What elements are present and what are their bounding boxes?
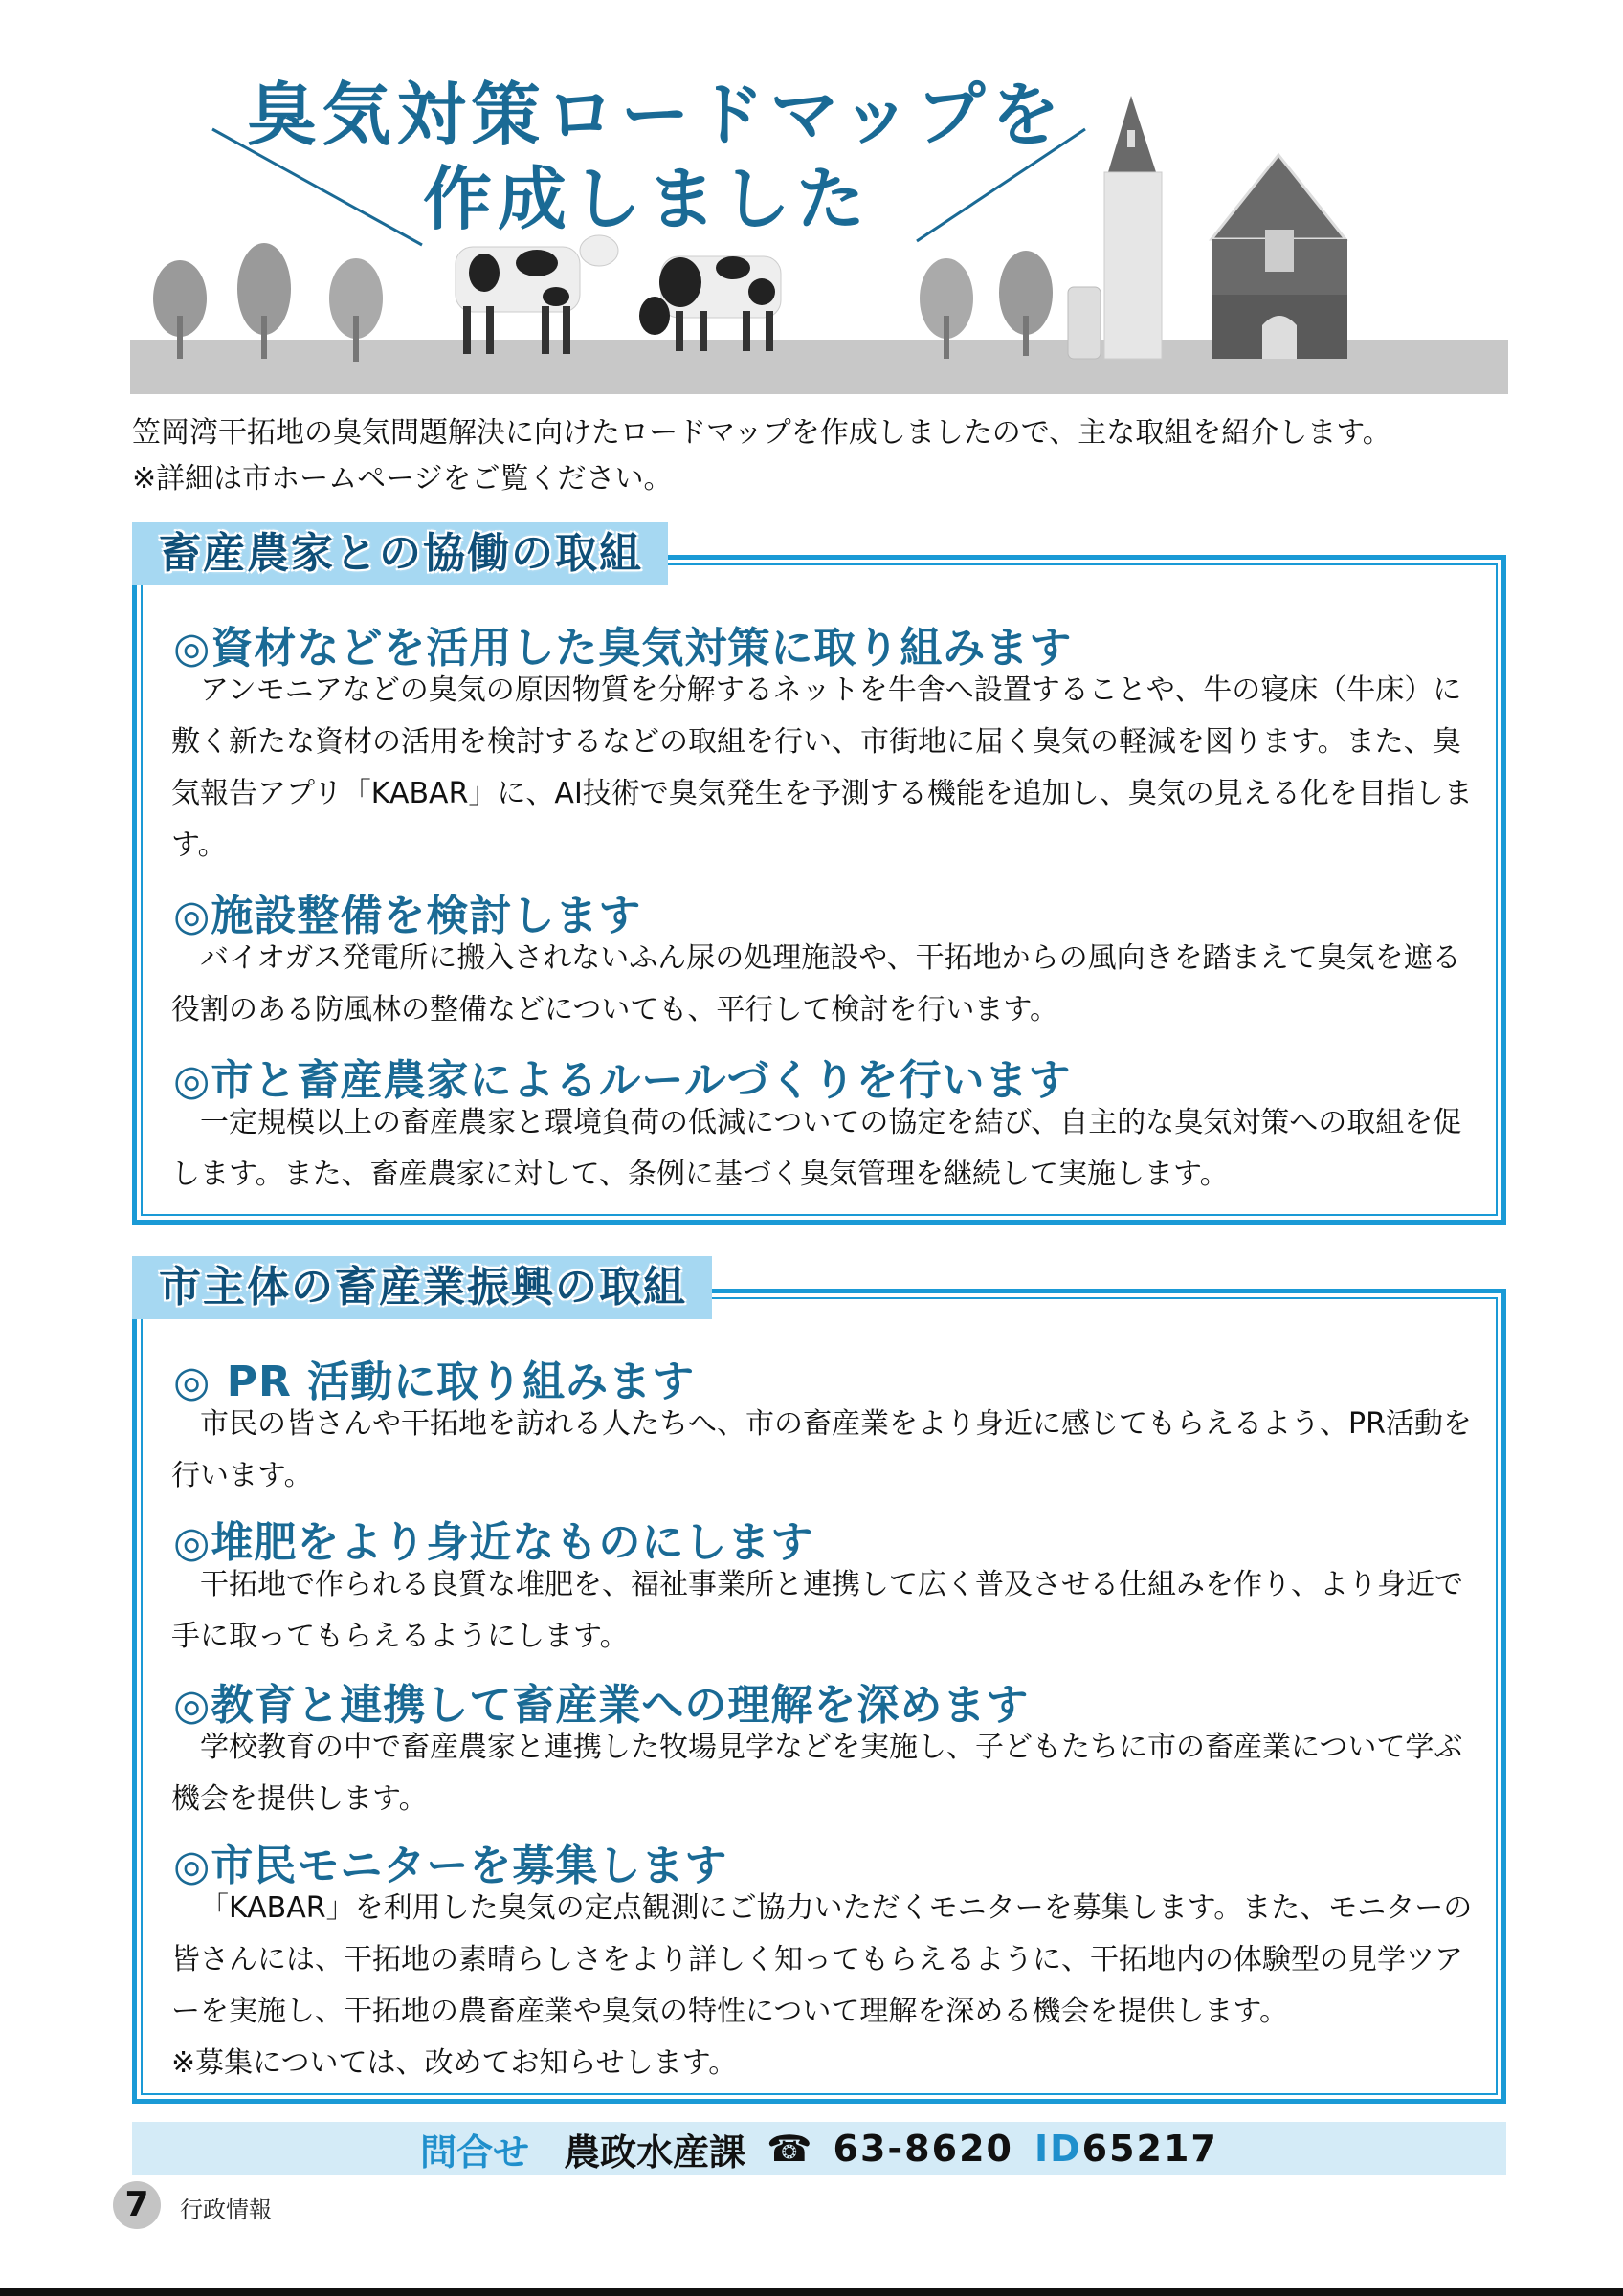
contact-label: 問合せ <box>420 2130 530 2174</box>
item-heading-education: ◎教育と連携して畜産業への理解を深めます <box>173 1681 1030 1730</box>
contact-id-number: 65217 <box>1081 2128 1218 2170</box>
section-collaboration <box>132 555 1506 1225</box>
item-note-monitors: ※募集については、改めてお知らせします。 <box>171 2046 738 2080</box>
contact-department: 農政水産課 <box>564 2130 746 2174</box>
item-body-education: 学校教育の中で畜産農家と連携した牧場見学などを実施し、子どもたちに市の畜産業について学ぶ機会を提供します。 <box>171 1731 1463 1816</box>
section-title-promotion: 市主体の畜産業振興の取組 <box>132 1256 712 1319</box>
hero-title-line-1: 臭気対策ロードマップを <box>247 75 1066 155</box>
contact-phone[interactable]: 63-8620 <box>833 2128 1013 2170</box>
item-body-pr: 市民の皆さんや干拓地を訪れる人たちへ、市の畜産業をより身近に感じてもらえるよう、PR活動を行います。 <box>171 1407 1472 1492</box>
item-body-rules: 一定規模以上の畜産農家と環境負荷の低減についての協定を結び、自主的な臭気対策への取組を促します。また、畜産農家に対して、条例に基づく臭気管理を継続して実施します。 <box>171 1106 1462 1191</box>
hero-title-line-2: 作成しました <box>422 159 871 239</box>
item-body-monitors: 「KABAR」を利用した臭気の定点観測にご協力いただくモニターを募集します。また、モニターの皆さんには、干拓地の素晴らしさをより詳しく知ってもらえるように、干拓地内の体験型の見学ツアーを実施し、干拓地の農畜産業や臭気の特性について理解を深める機会を提供します。 <box>171 1891 1473 2028</box>
item-body-facilities: バイオガス発電所に搬入されないふん尿の処理施設や、干拓地からの風向きを踏まえて臭気を遮る役割のある防風林の整備などについても、平行して検討を行います。 <box>171 941 1461 1027</box>
item-heading-materials: ◎資材などを活用した臭気対策に取り組みます <box>173 624 1073 673</box>
bottom-edge <box>0 2288 1623 2296</box>
item-body-materials: アンモニアなどの臭気の原因物質を分解するネットを牛舎へ設置することや、牛の寝床（牛床）に敷く新たな資材の活用を検討するなどの取組を行い、市街地に届く臭気の軽減を図ります。また、臭気報告アプリ「KABAR」に、AI技術で臭気発生を予測する機能を追加し、臭気の見える化を目指します。 <box>171 673 1473 862</box>
section-promotion <box>132 1289 1506 2104</box>
intro-note: ※詳細は市ホームページをご覧ください。 <box>132 462 673 496</box>
page-number-badge: 7 <box>113 2181 161 2229</box>
contact-id-prefix: ID <box>1034 2128 1082 2170</box>
item-heading-compost: ◎堆肥をより身近なものにします <box>173 1518 814 1567</box>
item-heading-monitors: ◎市民モニターを募集します <box>173 1842 728 1890</box>
section-title-collaboration: 畜産農家との協働の取組 <box>132 522 668 585</box>
intro-text: 笠岡湾干拓地の臭気問題解決に向けたロードマップを作成しましたので、主な取組を紹介します。 <box>132 416 1391 450</box>
item-heading-pr: ◎ PR 活動に取り組みます <box>173 1358 696 1406</box>
page-section-label: 行政情報 <box>180 2197 272 2223</box>
contact-bar <box>132 2122 1506 2175</box>
cow-grazing <box>639 256 781 351</box>
item-body-compost: 干拓地で作られる良質な堆肥を、福祉事業所と連携して広く普及させる仕組みを作り、より身近で手に取ってもらえるようにします。 <box>171 1568 1463 1653</box>
item-heading-rules: ◎市と畜産農家によるルールづくりを行います <box>173 1056 1072 1105</box>
cow-standing <box>456 235 618 354</box>
phone-icon: ☎ <box>767 2128 812 2170</box>
item-heading-facilities: ◎施設整備を検討します <box>173 892 642 940</box>
hero-banner <box>130 38 1508 394</box>
